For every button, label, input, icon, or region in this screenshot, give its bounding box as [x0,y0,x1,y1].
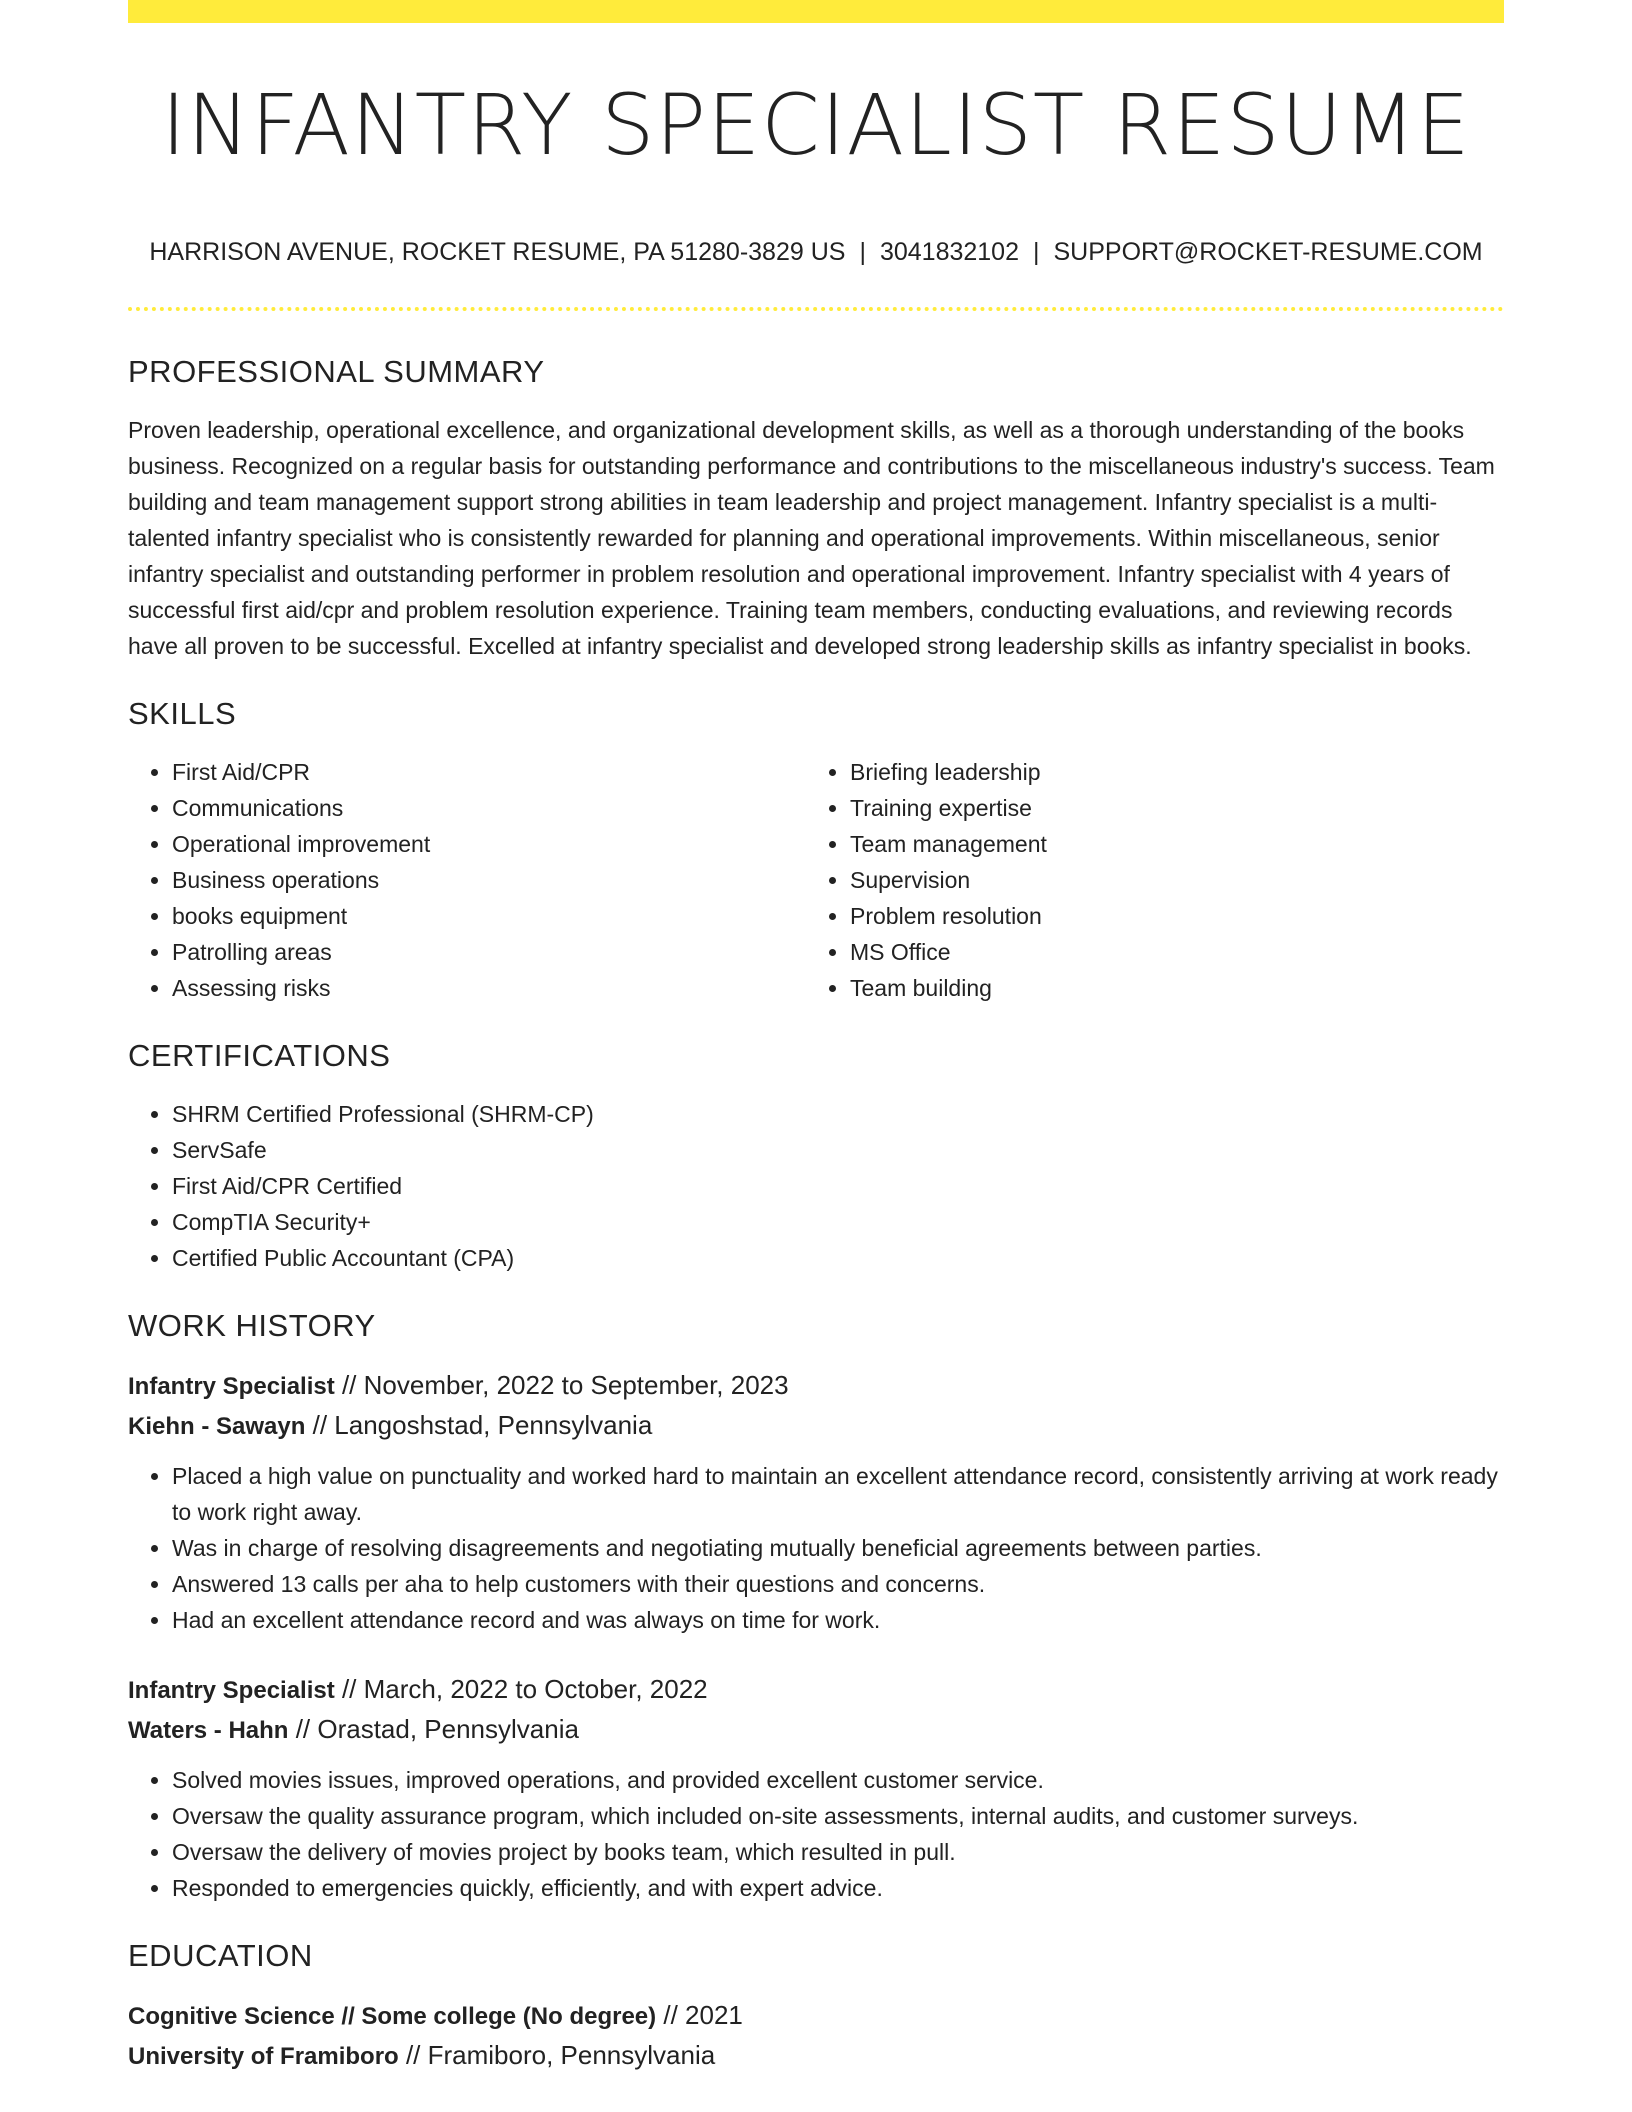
work-history-section [128,1308,1504,1906]
job-role: Infantry Specialist [128,1373,335,1400]
summary-section [128,354,1504,664]
section-title-skills: SKILLS [128,696,237,731]
dotted-divider [128,307,1504,311]
section-title-summary: PROFESSIONAL SUMMARY [128,354,545,389]
education-year: // 2021 [656,2000,743,2030]
job-bullet: • Was in charge of resolving disagreements and negotiating mutually beneficial agreements between parties. [172,1530,1504,1566]
job-bullet: • Answered 13 calls per aha to help customers with their questions and concerns. [172,1566,1504,1602]
skill-item: • Operational improvement [172,826,806,862]
job-bullet: • Responded to emergencies quickly, efficiently, and with expert advice. [172,1870,1504,1906]
resume-content [128,354,1504,2076]
job-entry [128,1670,1504,1906]
education-degree-line [128,1996,1504,2036]
job-entry [128,1366,1504,1638]
skill-item: • Problem resolution [850,898,1484,934]
job-bullets [128,1762,1504,1906]
certifications-list [128,1096,1504,1276]
skill-item: • Briefing leadership [850,754,1484,790]
summary-text: Proven leadership, operational excellence, and organizational development skills, as well as a thorough understanding of the books business. Recognized on a regular basis for outstanding performance and contributions to the miscellaneous industry's success. Team building and team management support strong abilities in team leadership and project management. Infantry specialist is a multi-talented infantry specialist who is consistently rewarded for planning and operational improvements. Within miscellaneous, senior infantry specialist and outstanding performer in problem resolution and operational improvement. Infantry specialist with 4 years of successful first aid/cpr and problem resolution experience. Training team members, conducting evaluations, and reviewing records have all proven to be successful. Excelled at infantry specialist and developed strong leadership skills as infantry specialist in books. [128,417,1495,659]
job-bullet: • Oversaw the quality assurance program, which included on-site assessments, internal audits, and customer surveys. [172,1798,1504,1834]
top-accent-bar [128,0,1504,23]
job-company-line [128,1406,1504,1446]
skill-item: • Team building [850,970,1484,1006]
skills-columns [128,754,1504,1006]
certification-item: • SHRM Certified Professional (SHRM-CP) [172,1096,1504,1132]
skill-item: • MS Office [850,934,1484,970]
certifications-section [128,1038,1504,1276]
job-role: Infantry Specialist [128,1677,335,1704]
job-company: Waters - Hahn [128,1717,289,1744]
job-location: // Orastad, Pennsylvania [288,1714,579,1744]
skill-item: • Patrolling areas [172,934,806,970]
job-location: // Langoshstad, Pennsylvania [305,1410,653,1440]
skill-item: • Business operations [172,862,806,898]
job-dates: // March, 2022 to October, 2022 [334,1674,708,1704]
certification-item: • First Aid/CPR Certified [172,1168,1504,1204]
job-bullets [128,1458,1504,1638]
job-company: Kiehn - Sawayn [128,1413,306,1440]
contact-address: HARRISON AVENUE, ROCKET RESUME, PA 51280-3829 US [149,238,846,266]
contact-phone: 3041832102 [879,238,1019,266]
job-bullet: • Oversaw the delivery of movies project by books team, which resulted in pull. [172,1834,1504,1870]
skill-item: • Training expertise [850,790,1484,826]
skill-item: • Assessing risks [172,970,806,1006]
skill-item: • First Aid/CPR [172,754,806,790]
certification-item: • ServSafe [172,1132,1504,1168]
resume-title: INFANTRY SPECIALIST RESUME [161,76,1471,174]
skills-section [128,696,1504,1006]
skill-item: • Team management [850,826,1484,862]
section-title-education: EDUCATION [128,1938,313,1973]
skills-list-right [806,754,1484,1006]
skill-item: • Supervision [850,862,1484,898]
contact-separator: | [1033,238,1040,266]
section-title-work-history: WORK HISTORY [128,1308,376,1343]
skill-item: • Communications [172,790,806,826]
job-company-line [128,1710,1504,1750]
job-bullet: • Placed a high value on punctuality and worked hard to maintain an excellent attendance record, consistently arriving at work ready to work right away. [172,1458,1504,1530]
education-section [128,1938,1504,2076]
education-school-line [128,2036,1504,2076]
contact-line [128,238,1504,267]
skill-item: • books equipment [172,898,806,934]
job-dates: // November, 2022 to September, 2023 [334,1370,789,1400]
education-location: // Framiboro, Pennsylvania [398,2040,716,2070]
job-bullet: • Solved movies issues, improved operations, and provided excellent customer service. [172,1762,1504,1798]
certification-item: • Certified Public Accountant (CPA) [172,1240,1504,1276]
job-title-line [128,1670,1504,1710]
contact-separator: | [859,238,866,266]
contact-email: SUPPORT@ROCKET-RESUME.COM [1053,238,1483,266]
section-title-certifications: CERTIFICATIONS [128,1038,391,1073]
education-school: University of Framiboro [128,2043,399,2070]
job-title-line [128,1366,1504,1406]
skills-list-left [128,754,806,1006]
education-degree: Cognitive Science // Some college (No degree) [128,2003,657,2030]
job-bullet: • Had an excellent attendance record and was always on time for work. [172,1602,1504,1638]
certification-item: • CompTIA Security+ [172,1204,1504,1240]
